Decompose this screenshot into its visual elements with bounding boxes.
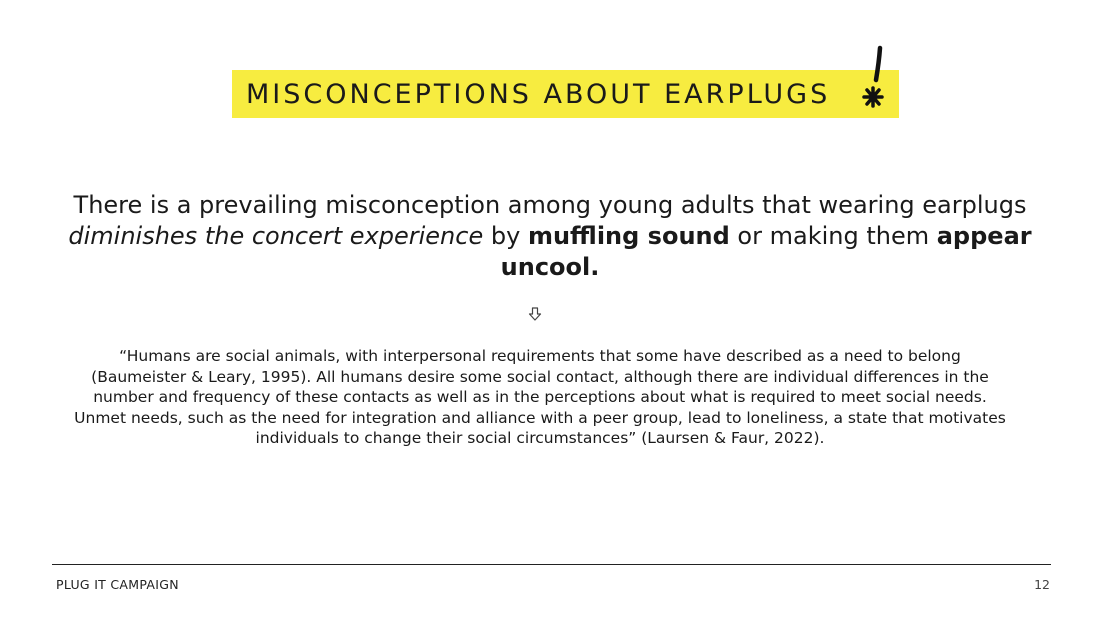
page-number: 12 [1034, 577, 1050, 592]
title-banner [232, 70, 899, 118]
exclamation-icon [856, 44, 890, 110]
down-arrow-icon [527, 306, 543, 322]
statement-text: There is a prevailing misconception among young adults that wearing earplugs [73, 191, 1027, 219]
footer-divider [52, 564, 1051, 565]
slide-title: MISCONCEPTIONS ABOUT EARPLUGS [246, 78, 831, 110]
quote-text: “Humans are social animals, with interpersonal requirements that some have described as a need to belong (Baumeister & Leary, 1995). All humans desire some social contact, although there are individual differences in the number and frequency of these contacts as well as in the perceptions about what is required to meet social needs. Unmet needs, such as the need for integration and alliance with a peer group, lead to loneliness, a state that motivates individuals to change their social circumstances” (Laursen & Faur, 2022). [74, 347, 1006, 447]
main-statement [60, 190, 1040, 283]
statement-text: or making them [729, 222, 937, 250]
statement-bold: appear uncool. [500, 222, 1032, 281]
statement-italic: diminishes the concert experience [68, 222, 484, 250]
footer-campaign-name: PLUG IT CAMPAIGN [56, 577, 179, 592]
statement-bold: muffling sound [527, 222, 730, 250]
statement-text: by [483, 222, 528, 250]
